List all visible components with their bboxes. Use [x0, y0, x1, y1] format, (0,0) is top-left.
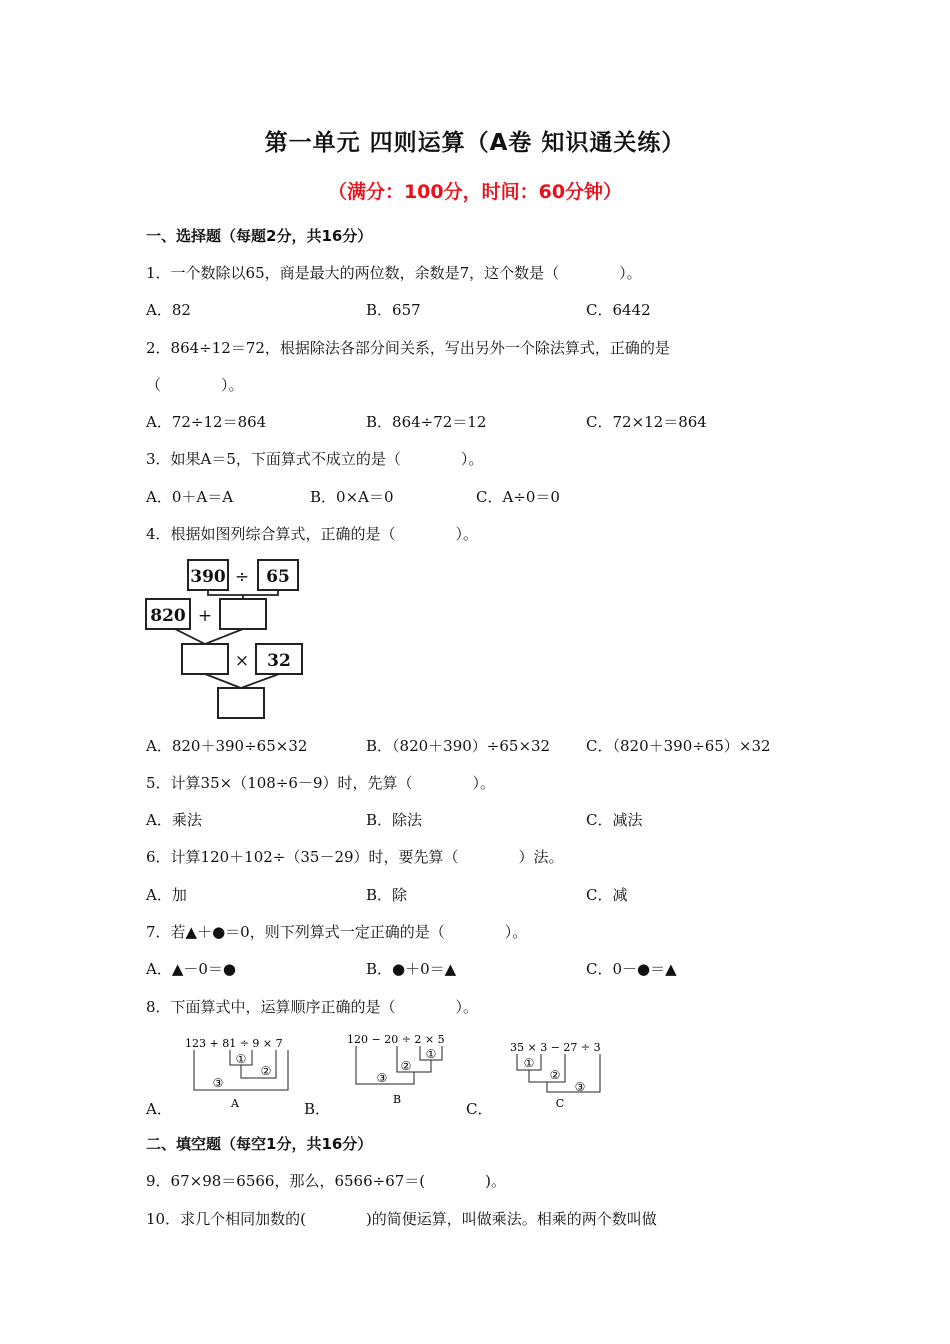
diagram-number-65: 65 — [266, 567, 290, 587]
order-figure-b — [342, 1026, 457, 1106]
figure-b-step-1: ① — [425, 1047, 437, 1061]
question-9: 9．67×98＝6566，那么，6566÷67＝( )。 — [146, 1172, 506, 1190]
order-figure-c — [505, 1034, 620, 1114]
figure-c-step-1: ① — [523, 1056, 535, 1070]
operation-tree-diagram — [140, 555, 315, 725]
q6-option-b: B．除 — [366, 886, 408, 904]
question-5: 5．计算35×（108÷6－9）时，先算（ ）。 — [146, 774, 495, 792]
figure-b-expression: 120 − 20 ÷ 2 × 5 — [347, 1033, 445, 1046]
q6-option-a: A．加 — [146, 886, 187, 904]
figure-a-step-1: ① — [235, 1052, 247, 1066]
figure-a-label: A — [231, 1097, 239, 1110]
diagram-number-32: 32 — [267, 651, 291, 671]
q5-option-a: A．乘法 — [146, 811, 202, 829]
q2-option-c: C．72×12＝864 — [586, 413, 707, 431]
q8-option-a: A． — [146, 1100, 172, 1118]
figure-a-expression: 123 + 81 ÷ 9 × 7 — [185, 1037, 283, 1050]
q5-option-b: B．除法 — [366, 811, 423, 829]
figure-c-label: C — [555, 1097, 565, 1110]
q1-option-b: B．657 — [366, 301, 421, 319]
diagram-divide-sign: ÷ — [234, 567, 250, 587]
section-heading-choice: 一、选择题（每题2分，共16分） — [146, 227, 373, 245]
figure-c-expression: 35 × 3 − 27 ÷ 3 — [510, 1041, 601, 1054]
q4-option-b: B．（820＋390）÷65×32 — [366, 737, 551, 755]
page-subtitle: （满分：100分，时间：60分钟） — [327, 181, 623, 203]
question-2: 2．864÷12＝72，根据除法各部分间关系，写出另外一个除法算式，正确的是 — [146, 339, 670, 357]
q1-option-c: C．6442 — [586, 301, 651, 319]
diagram-number-390: 390 — [190, 567, 226, 587]
order-figure-a — [180, 1030, 295, 1110]
question-1: 1．一个数除以65，商是最大的两位数，余数是7，这个数是（ ）。 — [146, 264, 642, 282]
box-blank-3 — [218, 688, 264, 718]
diagram-plus-sign: + — [197, 606, 213, 626]
q4-option-c: C．（820＋390÷65）×32 — [586, 737, 771, 755]
q1-option-a: A．82 — [146, 301, 191, 319]
question-6: 6．计算120＋102÷（35－29）时，要先算（ ）法。 — [146, 848, 564, 866]
question-8: 8．下面算式中，运算顺序正确的是（ ）。 — [146, 998, 479, 1016]
figure-b-step-2: ② — [400, 1059, 412, 1073]
question-2-blank: （ ）。 — [146, 376, 244, 394]
question-4: 4．根据如图列综合算式，正确的是（ ）。 — [146, 525, 479, 543]
q2-option-a: A．72÷12＝864 — [146, 413, 267, 431]
q2-option-b: B．864÷72＝12 — [366, 413, 487, 431]
q7-option-a: A．▲－0＝● — [146, 960, 237, 978]
q4-option-a: A．820＋390÷65×32 — [146, 737, 308, 755]
figure-b-label: B — [392, 1093, 402, 1106]
q3-option-a: A．0＋A＝A — [146, 488, 234, 506]
q7-option-c: C．0－●＝▲ — [586, 960, 677, 978]
q6-option-c: C．减 — [586, 886, 628, 904]
figure-c-step-2: ② — [549, 1068, 561, 1082]
figure-c-step-3: ③ — [574, 1080, 586, 1094]
page-title: 第一单元 四则运算（A卷 知识通关练） — [264, 130, 686, 156]
question-7: 7．若▲＋●＝0，则下列算式一定正确的是（ ）。 — [146, 923, 528, 941]
section-heading-fill-blank: 二、填空题（每空1分，共16分） — [146, 1135, 373, 1153]
q8-option-b: B． — [304, 1100, 331, 1118]
figure-a-step-3: ③ — [212, 1076, 224, 1090]
question-3: 3．如果A＝5，下面算式不成立的是（ ）。 — [146, 450, 484, 468]
figure-a-step-2: ② — [260, 1064, 272, 1078]
box-blank-1 — [220, 599, 266, 629]
q8-option-c: C． — [466, 1100, 493, 1118]
figure-b-step-3: ③ — [376, 1071, 388, 1085]
diagram-times-sign: × — [234, 651, 250, 671]
q3-option-c: C．A÷0＝0 — [476, 488, 560, 506]
box-blank-2 — [182, 644, 228, 674]
q5-option-c: C．减法 — [586, 811, 643, 829]
q7-option-b: B．●＋0＝▲ — [366, 960, 457, 978]
q3-option-b: B．0×A＝0 — [310, 488, 394, 506]
diagram-number-820: 820 — [150, 606, 186, 626]
question-10: 10．求几个相同加数的( )的简便运算，叫做乘法。相乘的两个数叫做 — [146, 1210, 657, 1228]
